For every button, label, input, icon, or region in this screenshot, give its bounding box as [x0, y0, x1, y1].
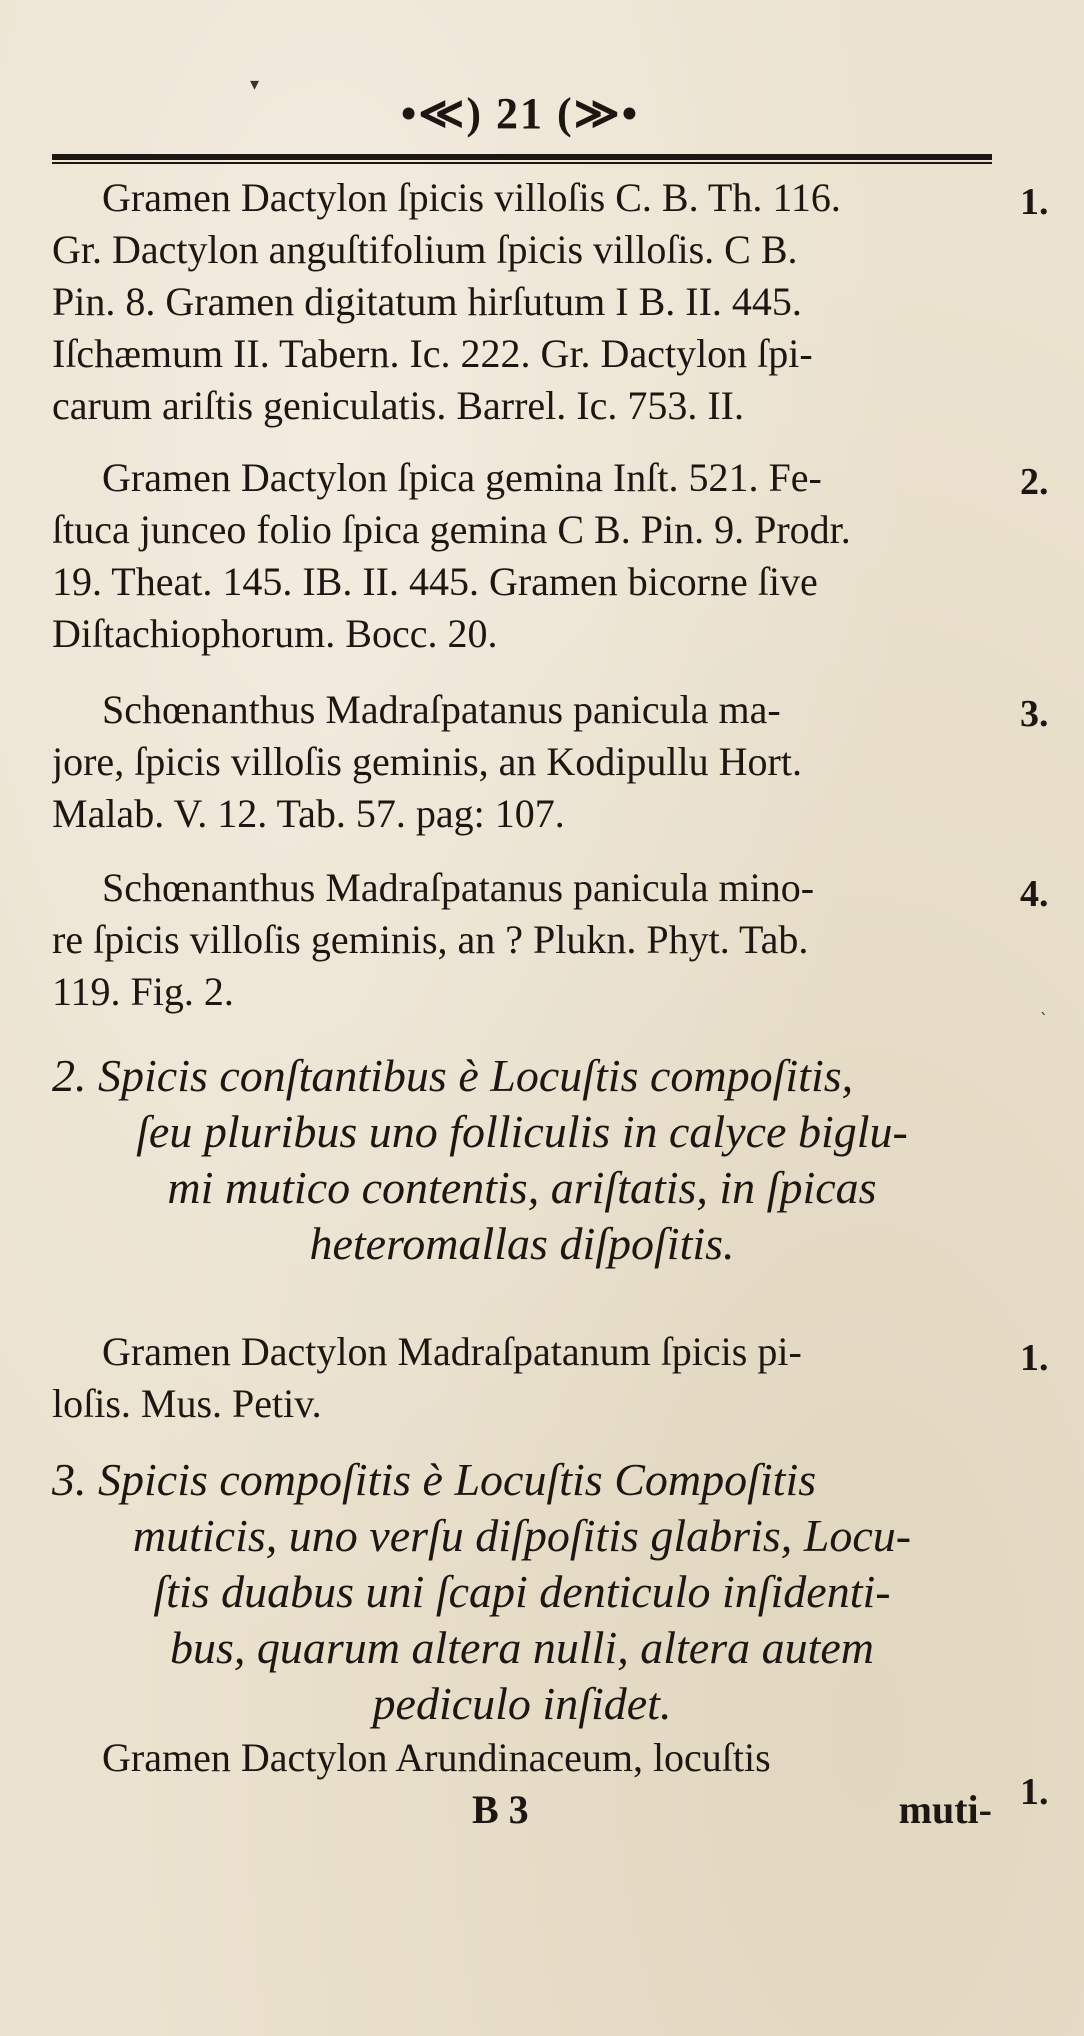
- ink-speck: ˋ: [1040, 1010, 1048, 1029]
- entry-line: Schœnanthus Madraſpatanus panicula mino-: [102, 865, 815, 910]
- entry-line: Malab. V. 12. Tab. 57. pag: 107.: [52, 791, 565, 836]
- entry-line: Gr. Dactylon anguſtifolium ſpicis villoſis. C B.: [52, 227, 798, 272]
- entry-number: 4.: [1020, 873, 1049, 915]
- section-heading-line: bus, quarum altera nulli, altera autem: [169, 1622, 875, 1673]
- entry-line: Schœnanthus Madraſpatanus panicula ma-: [102, 687, 781, 732]
- entry-line: jore, ſpicis villoſis geminis, an Kodipullu Hort.: [52, 739, 802, 784]
- entry-4: [52, 862, 992, 1018]
- entry-line: Gramen Dactylon ſpicis villoſis C. B. Th. 116.: [102, 175, 841, 220]
- entry-2: [52, 452, 992, 660]
- section-heading-line: muticis, uno verſu diſpoſitis glabris, Locu-: [132, 1510, 912, 1561]
- entry-line: 19. Theat. 145. IB. II. 445. Gramen bicorne ſive: [52, 559, 818, 604]
- ink-speck: ▾: [250, 74, 260, 95]
- entry-line: Pin. 8. Gramen digitatum hirſutum I B. II. 445.: [52, 279, 802, 324]
- right-ornament: (≫•: [557, 89, 640, 138]
- signature-mark: B 3: [472, 1787, 529, 1832]
- entry-1: [52, 172, 992, 432]
- entry-number: 1.: [1020, 1337, 1049, 1379]
- entry-line: Gramen Dactylon ſpica gemina Inſt. 521. Fe-: [102, 455, 822, 500]
- entry-line: Diſtachiophorum. Bocc. 20.: [52, 611, 498, 656]
- header-rule-thin: [52, 162, 992, 164]
- entry-6: [52, 1732, 992, 1784]
- section-heading-line: 3. Spicis compoſitis è Locuſtis Compoſitis: [52, 1454, 817, 1505]
- entry-line: Gramen Dactylon Arundinaceum, locuſtis: [102, 1735, 771, 1780]
- entry-number: 2.: [1020, 461, 1049, 503]
- section-heading-line: pediculo inſidet.: [372, 1678, 672, 1729]
- entry-line: Gramen Dactylon Madraſpatanum ſpicis pi-: [102, 1329, 802, 1374]
- entry-number: 1.: [1020, 1771, 1049, 1813]
- entry-line: ſtuca junceo folio ſpica gemina C B. Pin. 9. Prodr.: [52, 507, 851, 552]
- page-footer: [52, 1786, 992, 1838]
- section-heading-line: ſeu pluribus uno folliculis in calyce biglu-: [136, 1106, 908, 1157]
- section-heading-line: 2. Spicis conſtantibus è Locuſtis compoſitis,: [52, 1050, 854, 1101]
- entry-line: 119. Fig. 2.: [52, 969, 234, 1014]
- left-ornament: •≪): [400, 89, 483, 138]
- running-head: [360, 88, 680, 139]
- section-heading-line: mi mutico contentis, ariſtatis, in ſpicas: [167, 1162, 877, 1213]
- entry-line: re ſpicis villoſis geminis, an ? Plukn. Phyt. Tab.: [52, 917, 809, 962]
- entry-line: Iſchæmum II. Tabern. Ic. 222. Gr. Dactylon ſpi-: [52, 331, 813, 376]
- section-heading-line: ſtis duabus uni ſcapi denticulo inſidenti-: [153, 1566, 891, 1617]
- section-3-heading: [52, 1452, 992, 1732]
- entry-line: loſis. Mus. Petiv.: [52, 1381, 322, 1426]
- page-number: 21: [496, 89, 544, 138]
- entry-number: 1.: [1020, 181, 1049, 223]
- catchword: muti-: [898, 1787, 992, 1832]
- entry-number: 3.: [1020, 693, 1049, 735]
- entry-3: [52, 684, 992, 840]
- header-rule: [52, 154, 992, 160]
- section-2-heading: [52, 1048, 992, 1272]
- entry-5: [52, 1326, 992, 1430]
- entry-line: carum ariſtis geniculatis. Barrel. Ic. 753. II.: [52, 383, 744, 428]
- section-heading-line: heteromallas diſpoſitis.: [309, 1218, 735, 1269]
